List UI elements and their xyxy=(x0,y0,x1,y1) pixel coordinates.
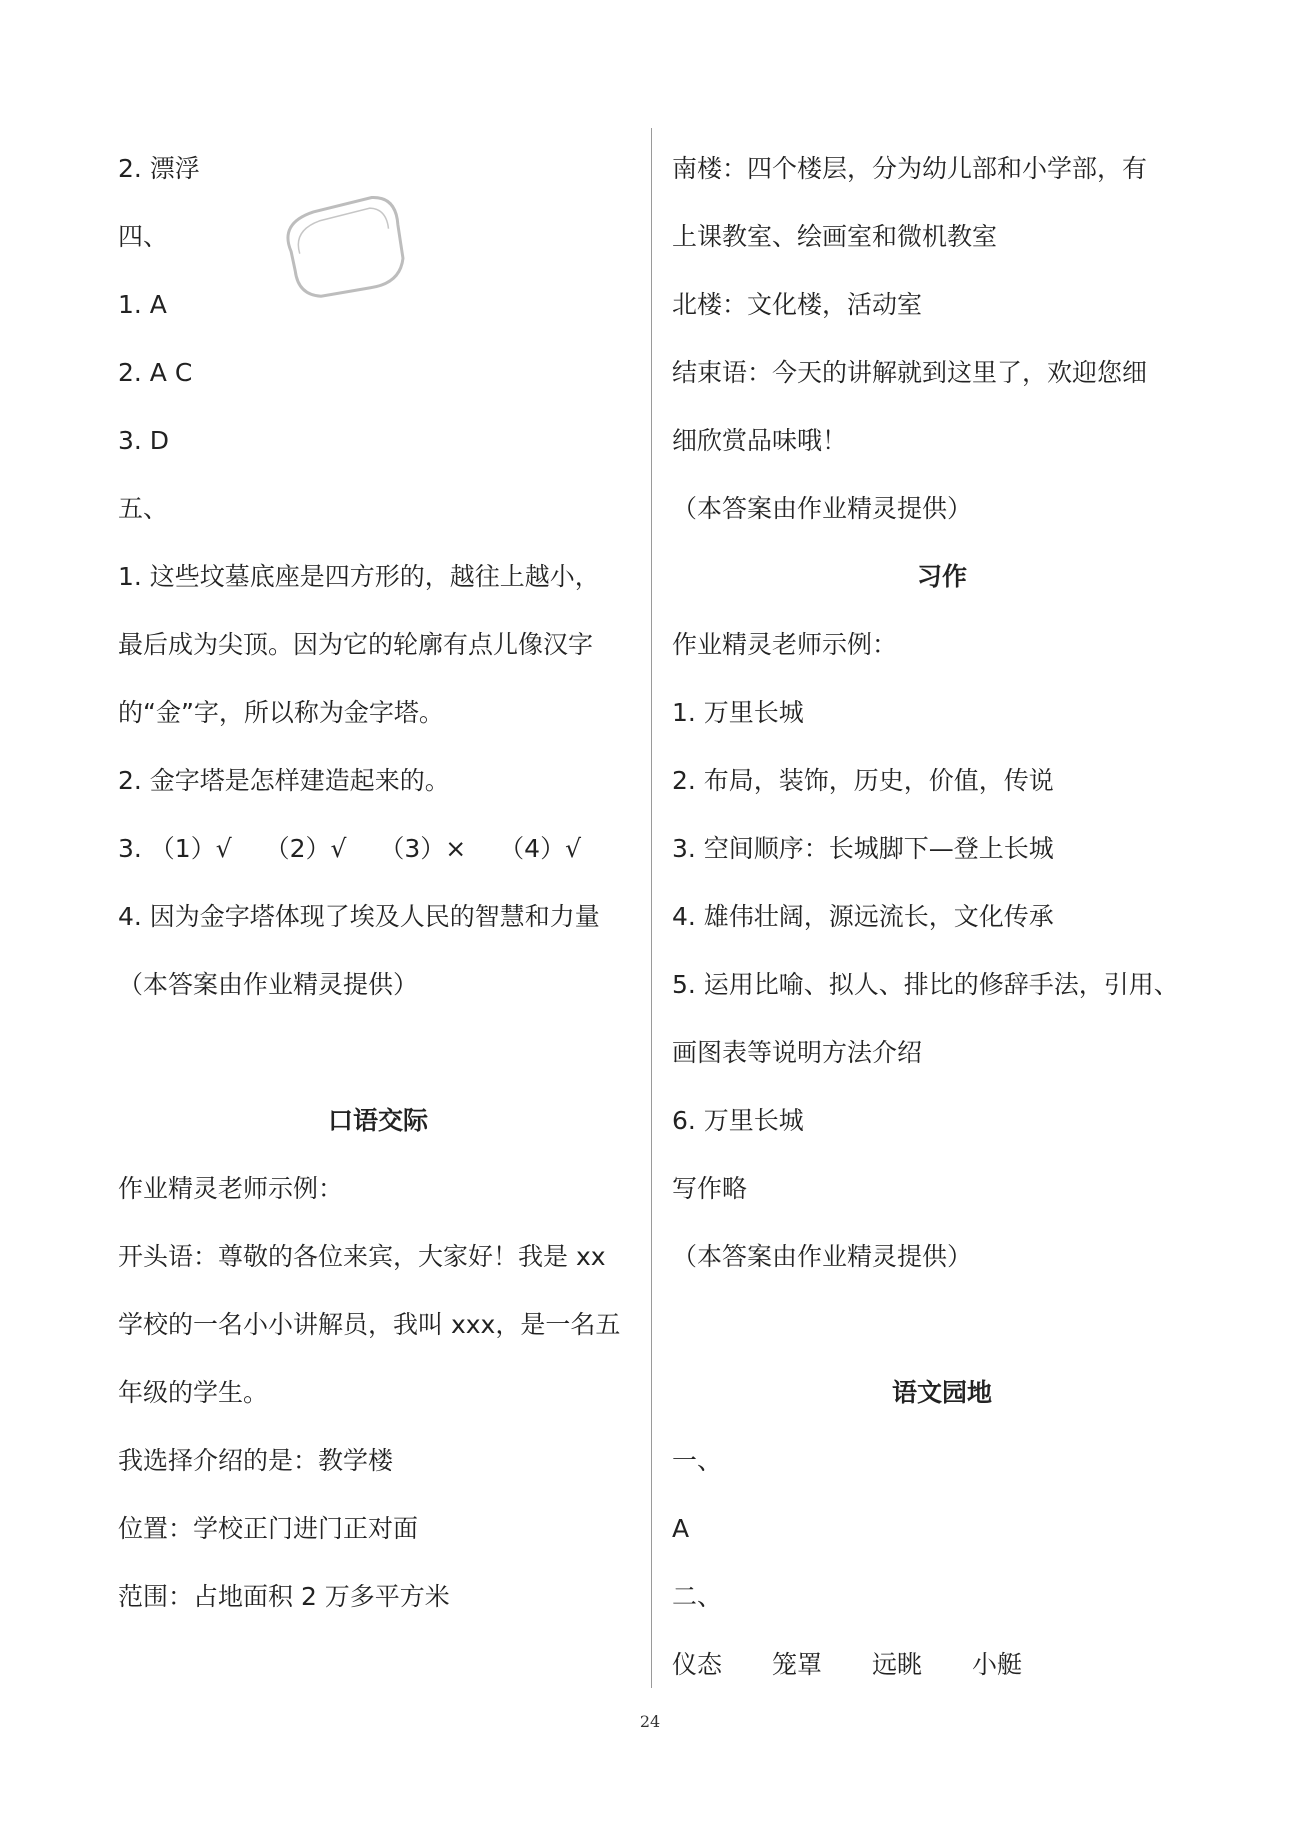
text-line: 上课教室、绘画室和微机教室 xyxy=(672,222,998,251)
text-line: 作业精灵老师示例： xyxy=(672,630,898,659)
text-line: 二、 xyxy=(672,1582,723,1611)
right-column xyxy=(672,140,1212,1704)
text-line: 2. A C xyxy=(118,358,193,387)
text-line: 的“金”字，所以称为金字塔。 xyxy=(118,698,444,727)
text-line: 写作略 xyxy=(672,1174,748,1203)
text-line: 4. 雄伟壮阔，源远流长，文化传承 xyxy=(672,902,1054,931)
text-line: 1. 万里长城 xyxy=(672,698,804,727)
text-line: 3. D xyxy=(118,426,170,455)
text-line: 2. 布局，装饰，历史，价值，传说 xyxy=(672,766,1054,795)
text-line: （本答案由作业精灵提供） xyxy=(672,1242,973,1271)
text-line: A xyxy=(672,1514,690,1543)
text-line: 6. 万里长城 xyxy=(672,1106,804,1135)
text-line: 5. 运用比喻、拟人、排比的修辞手法，引用、 xyxy=(672,970,1179,999)
spacer xyxy=(118,1024,638,1092)
text-line: 作业精灵老师示例： xyxy=(118,1174,344,1203)
text-line: 2. 漂浮 xyxy=(118,154,200,183)
text-line: 北楼：文化楼，活动室 xyxy=(672,290,923,319)
column-divider xyxy=(651,128,652,1688)
text-line: 四、 xyxy=(118,222,169,251)
text-line: 3. 空间顺序：长城脚下—登上长城 xyxy=(672,834,1054,863)
text-line: 1. 这些坟墓底座是四方形的，越往上越小， xyxy=(118,562,600,591)
text-line: 我选择介绍的是：教学楼 xyxy=(118,1446,394,1475)
text-line: 最后成为尖顶。因为它的轮廓有点儿像汉字 xyxy=(118,630,594,659)
text-line: （本答案由作业精灵提供） xyxy=(118,970,419,999)
text-line: 仪态 笼罩 远眺 小艇 xyxy=(672,1650,1023,1679)
text-line: 1. A xyxy=(118,290,167,319)
text-line: 细欣赏品味哦！ xyxy=(672,426,848,455)
spacer xyxy=(672,1296,1212,1364)
text-line: 一、 xyxy=(672,1446,723,1475)
text-line: （本答案由作业精灵提供） xyxy=(672,494,973,523)
text-line: 年级的学生。 xyxy=(118,1378,269,1407)
text-line: 开头语：尊敬的各位来宾，大家好！我是 xx xyxy=(118,1242,606,1271)
section-heading: 口语交际 xyxy=(327,1106,428,1135)
text-line: 结束语：今天的讲解就到这里了，欢迎您细 xyxy=(672,358,1148,387)
text-line: 学校的一名小小讲解员，我叫 xxx，是一名五 xyxy=(118,1310,621,1339)
text-line: 画图表等说明方法介绍 xyxy=(672,1038,923,1067)
text-line: 南楼：四个楼层，分为幼儿部和小学部，有 xyxy=(672,154,1148,183)
page-number: 24 xyxy=(639,1712,661,1731)
text-line: 范围：占地面积 2 万多平方米 xyxy=(118,1582,450,1611)
text-line: 位置：学校正门进门正对面 xyxy=(118,1514,419,1543)
left-column xyxy=(118,140,638,1636)
section-heading: 习作 xyxy=(916,562,967,591)
section-heading: 语文园地 xyxy=(891,1378,992,1407)
text-line: 2. 金字塔是怎样建造起来的。 xyxy=(118,766,450,795)
text-line: 3. （1）√ （2）√ （3）× （4）√ xyxy=(118,834,582,863)
text-line: 4. 因为金字塔体现了埃及人民的智慧和力量 xyxy=(118,902,600,931)
text-line: 五、 xyxy=(118,494,169,523)
